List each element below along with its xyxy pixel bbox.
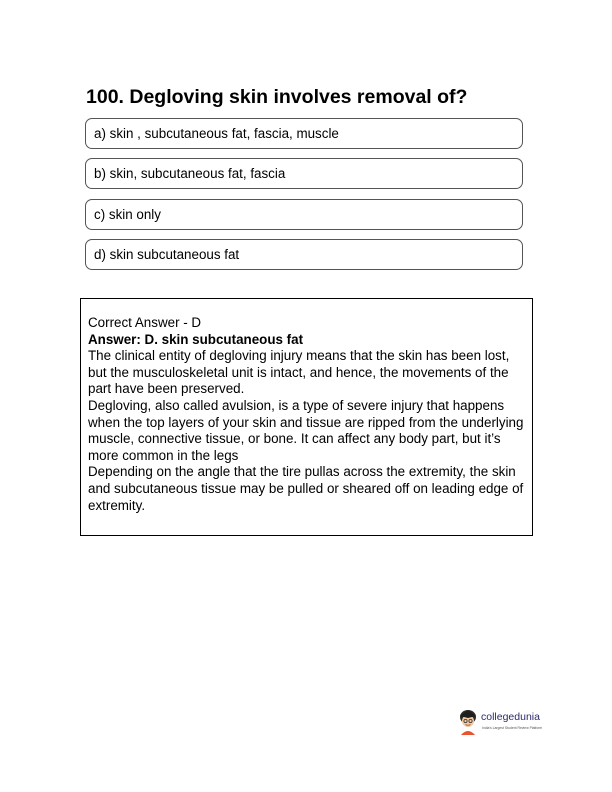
option-c[interactable]: c) skin only [85,199,523,230]
option-b[interactable]: b) skin, subcutaneous fat, fascia [85,158,523,189]
correct-answer-line: Correct Answer - D [88,315,202,330]
collegedunia-logo [456,706,560,738]
explanation-paragraph-3: Depending on the angle that the tire pullas across the extremity, the skin and subcutaneous tissue may be pulled or sheared off on leading edge of extremity. [88,464,524,513]
option-a[interactable]: a) skin , subcutaneous fat, fascia, muscle [85,118,523,149]
question-title: 100. Degloving skin involves removal of? [86,86,468,108]
option-d[interactable]: d) skin subcutaneous fat [85,239,523,270]
logo-tagline: India's Largest Student Review Platform [482,726,543,730]
answer-explanation-box [80,298,533,536]
explanation-paragraph-1: The clinical entity of degloving injury means that the skin has been lost, but the musculoskeletal unit is intact, and hence, the movements of the part have been preserved. [88,348,510,397]
explanation-paragraph-2: Degloving, also called avulsion, is a type of severe injury that happens when the top layers of your skin and tissue are ripped from the underlying muscle, connective tissue, or bone. It can affect any body part, but it’s more common in the legs [88,397,524,463]
mascot-icon [456,708,480,736]
answer-heading: Answer: D. skin subcutaneous fat [88,331,304,347]
logo-name: collegedunia [481,711,540,723]
